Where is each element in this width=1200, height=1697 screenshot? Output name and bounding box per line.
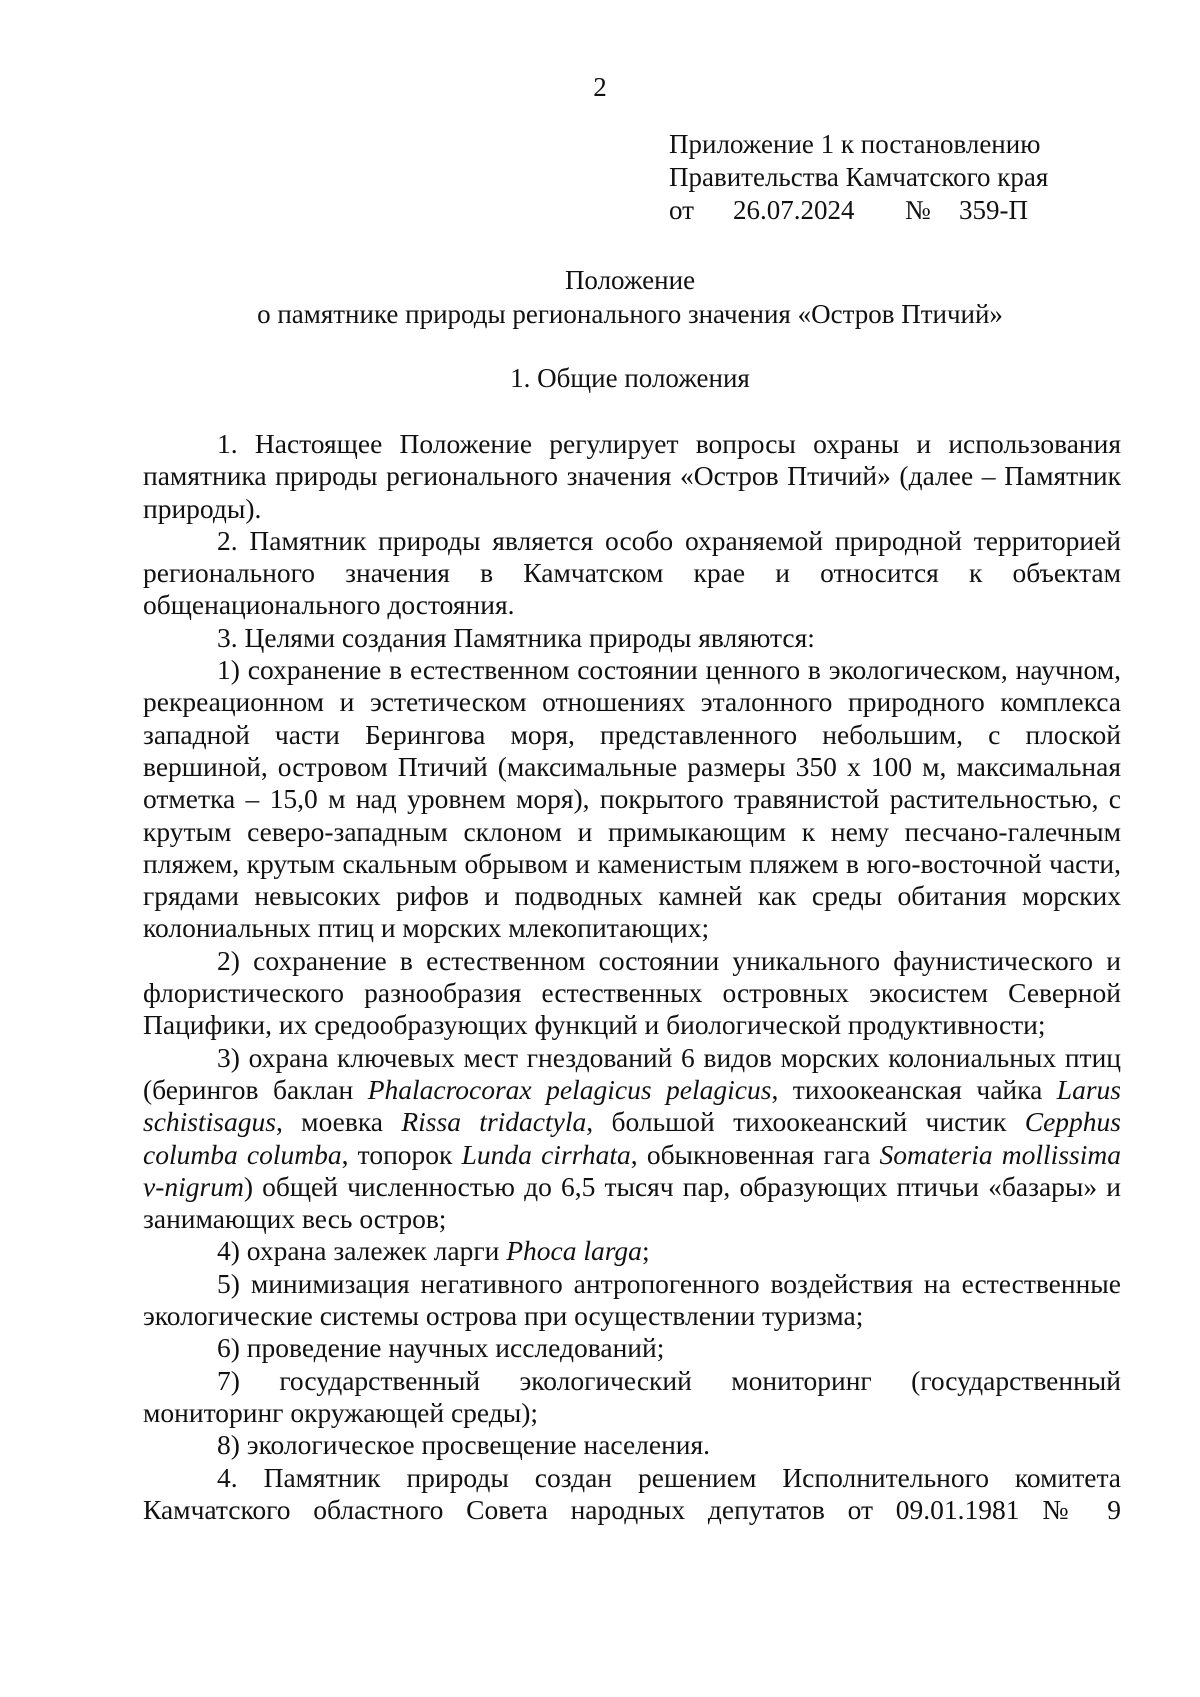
goal-4-text: 4) охрана залежек ларги [217,1235,507,1267]
document-title [0,263,1200,331]
species-name: Cepphus columba columba [143,1106,1121,1170]
goal-3-text: 3) охрана ключевых мест гнездований 6 видов морских колониальных птиц (берингов баклан [143,1041,1121,1105]
goal-2: 2) сохранение в естественном состоянии уникального фаунистического и флористического разнообразия естественных островных экосистем Северной Пацифики, их средообразующих функций и биологической продуктивности; [143,944,1121,1041]
goal-3-text: , тихоокеанская чайка [771,1073,1057,1105]
title-line-2: о памятнике природы регионального значения «Остров Птичий» [257,299,1003,329]
section-heading: 1. Общие положения [510,363,750,393]
title-line-1: Положение [564,265,696,295]
goal-7: 7) государственный экологический мониторинг (государственный мониторинг окружающей среды); [143,1364,1121,1428]
goal-3-text: , моевка [275,1106,402,1138]
appendix-line-1: Приложение 1 к постановлению [669,129,1041,159]
appendix-number: 359-П [959,195,1028,225]
goal-1: 1) сохранение в естественном состоянии ценного в экологическом, научном, рекреационном и эстетическом отношениях эталонного природного комплекса западной части Берингова моря, представленного небольшим, с плоской вершиной, островом Птичий (максимальные размеры 350 х 100 м, максимальная отметка – 15,0 м над уровнем моря), покрытого травянистой растительностью, с крутым северо-западным склоном и примыкающим к нему песчано-галечным пляжем, крутым скальным обрывом и каменистым пляжем в юго-восточной части, грядами невысоких рифов и подводных камней как среды обитания морских колониальных птиц и морских млекопитающих; [143,654,1121,944]
appendix-num-sign: № [905,195,931,225]
goal-4-text: ; [641,1235,650,1267]
goal-6: 6) проведение научных исследований; [217,1332,665,1364]
appendix-line-2: Правительства Камчатского края [669,162,1049,192]
paragraph-4: 4. Памятник природы создан решением Исполнительного комитета Камчатского областного Совета народных депутатов от 09.01.1981 № 9 [143,1461,1121,1525]
goal-3-text: ) общей численностью до 6,5 тысяч пар, образующих птичьи «базары» и занимающих весь остров; [143,1170,1121,1235]
species-name: Phoca larga [506,1235,642,1267]
paragraph-1: 1. Настоящее Положение регулирует вопросы охраны и использования памятника природы регионального значения «Остров Птичий» (далее – Памятник природы). [143,428,1121,524]
species-name: Lunda cirrhata [461,1138,631,1170]
species-name: Rissa tridactyla [401,1106,587,1138]
document-body [143,428,1121,1526]
appendix-date: 26.07.2024 [733,195,855,225]
species-name: Larus schistisagus [143,1073,1121,1138]
paragraph-2: 2. Памятник природы является особо охраняемой природной территорией регионального значения в Камчатском крае и относится к объектам общенационального достояния. [143,524,1121,621]
appendix-date-row [669,194,1048,227]
species-name: Phalacrocorax pelagicus pelagicus [367,1073,772,1105]
goal-5: 5) минимизация негативного антропогенного воздействия на естественные экологические системы острова при осуществлении туризма; [143,1267,1121,1332]
goal-4 [143,1235,1121,1267]
goal-3-text: , большой тихоокеанский чистик [586,1106,1025,1138]
appendix-ot: от [669,195,694,225]
goal-8: 8) экологическое просвещение населения. [217,1429,711,1461]
page-number: 2 [593,72,607,102]
appendix-header [669,128,1048,227]
goal-3-text: , обыкновенная гага [630,1138,880,1170]
species-name: Somateria mollissima v-nigrum [143,1138,1121,1202]
goal-3 [143,1042,1121,1236]
goal-3-text: , топорок [341,1138,462,1170]
paragraph-3: 3. Целями создания Памятника природы являются: [217,621,815,653]
